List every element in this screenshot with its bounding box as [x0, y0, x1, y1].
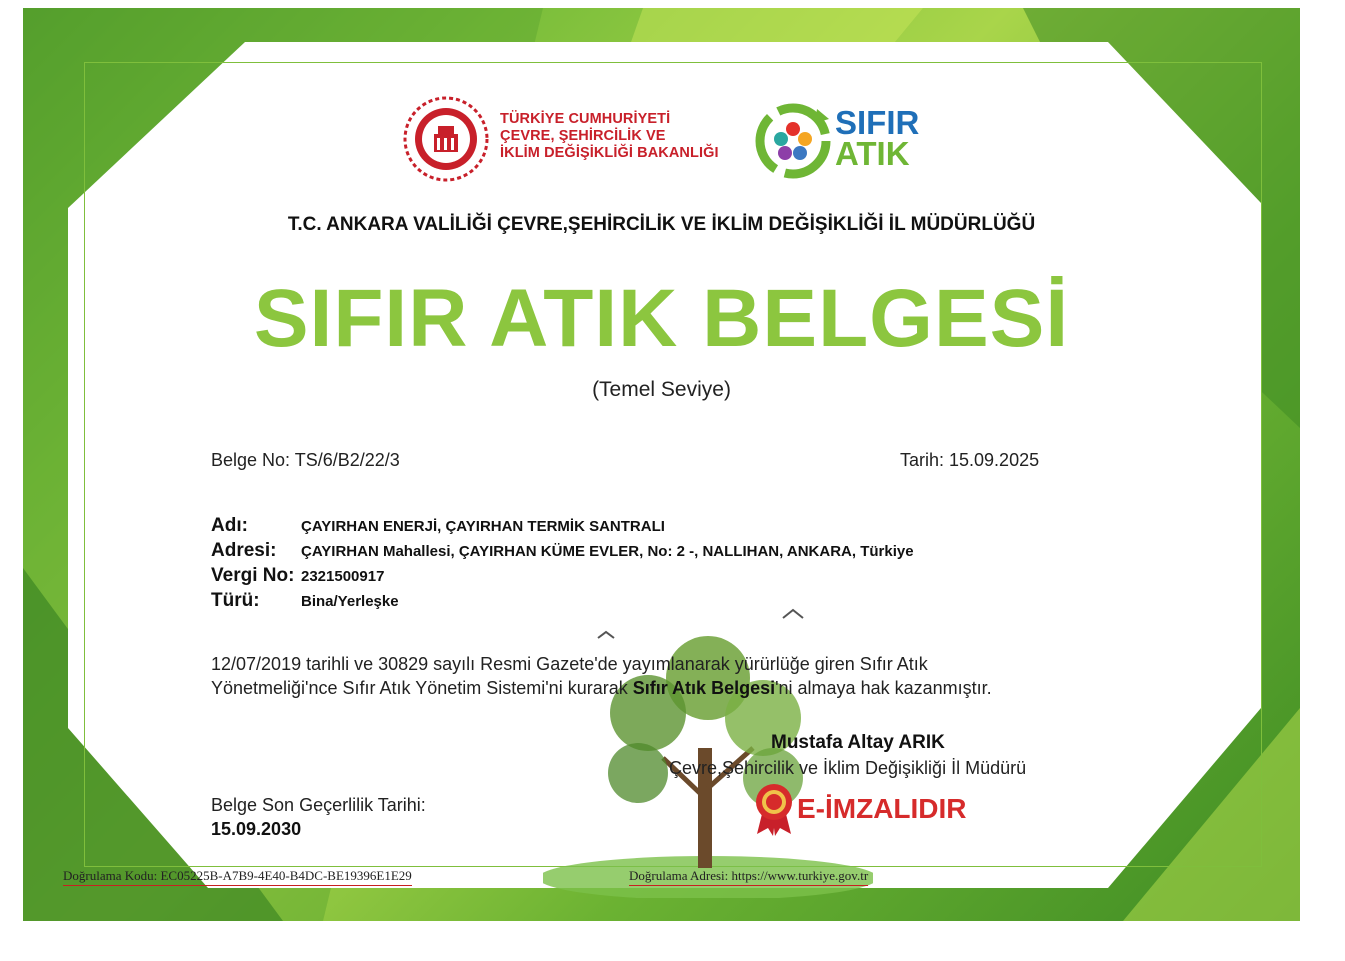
address-label: Adresi:	[211, 540, 277, 561]
signatory-title: Çevre,Şehircilik ve İklim Değişikliği İl Müdürü	[669, 758, 1027, 778]
certificate-number: Belge No: TS/6/B2/22/3	[211, 450, 400, 470]
statement-line-2-end: 'ni almaya hak kazanmıştır.	[775, 678, 992, 698]
zero-waste-logo-line-2: ATIK	[835, 135, 910, 172]
seal-ribbon-icon	[751, 782, 797, 836]
statement-certificate-name: Sıfır Atık Belgesi	[632, 678, 776, 698]
tax-number-value: 2321500917	[301, 568, 385, 585]
zero-waste-logo-line-1: SIFIR	[835, 104, 920, 141]
ministry-line-2: ÇEVRE, ŞEHİRCİLİK VE	[500, 128, 666, 144]
type-value: Bina/Yerleşke	[301, 593, 399, 610]
statement-line-2-start: Yönetmeliği'nce Sıfır Atık Yönetim Sistemi'ni kurarak	[211, 678, 633, 698]
ministry-emblem-icon	[403, 96, 489, 182]
ministry-line-1: TÜRKİYE CUMHURİYETİ	[500, 111, 671, 127]
verification-address[interactable]: Doğrulama Adresi: https://www.turkiye.gov.tr	[629, 868, 868, 886]
ministry-line-3: İKLİM DEĞİŞİKLİĞİ BAKANLIĞI	[500, 145, 719, 161]
e-signed-badge: E-İMZALIDIR	[797, 793, 967, 824]
type-label: Türü:	[211, 590, 260, 611]
certificate	[23, 8, 1300, 921]
name-label: Adı:	[211, 515, 248, 536]
validity-label: Belge Son Geçerlilik Tarihi:	[211, 795, 426, 815]
validity-date: 15.09.2030	[211, 819, 302, 839]
certificate-statement	[211, 652, 1071, 700]
certificate-level: (Temel Seviye)	[592, 378, 731, 401]
statement-line-2	[211, 676, 1071, 700]
signatory-name: Mustafa Altay ARIK	[771, 732, 945, 753]
zero-waste-logo-icon	[755, 103, 831, 179]
statement-line-1: 12/07/2019 tarihli ve 30829 sayılı Resmi Gazete'de yayımlanarak yürürlüğe giren Sıfır Atık	[211, 654, 928, 674]
address-value: ÇAYIRHAN Mahallesi, ÇAYIRHAN KÜME EVLER, No: 2 -, NALLIHAN, ANKARA, Türkiye	[301, 543, 914, 560]
name-value: ÇAYIRHAN ENERJİ, ÇAYIRHAN TERMİK SANTRALI	[301, 518, 665, 535]
ministry-name	[500, 111, 719, 162]
certificate-title: SIFIR ATIK BELGESİ	[253, 273, 1070, 364]
issue-date: Tarih: 15.09.2025	[900, 450, 1040, 470]
issuer-title: T.C. ANKARA VALİLİĞİ ÇEVRE,ŞEHİRCİLİK VE İKLİM DEĞİŞİKLİĞİ İL MÜDÜRLÜĞÜ	[287, 214, 1036, 235]
zero-waste-logo-text	[835, 104, 920, 172]
tax-number-label: Vergi No:	[211, 565, 295, 586]
verification-code: Doğrulama Kodu: EC05225B-A7B9-4E40-B4DC-BE19396E1E29	[63, 868, 412, 886]
